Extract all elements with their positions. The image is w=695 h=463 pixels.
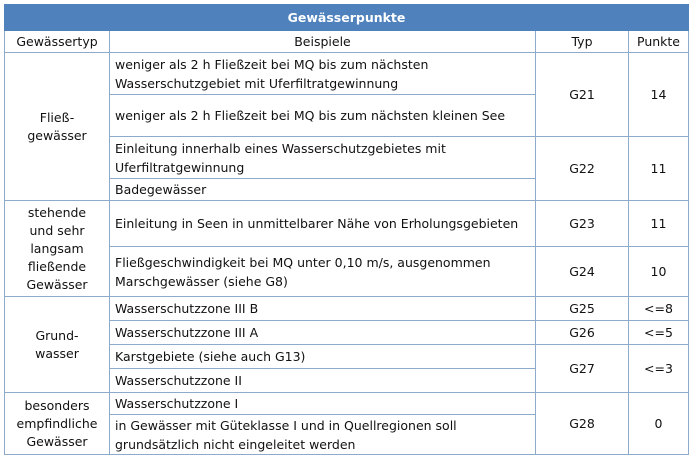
- table-title: Gewässerpunkte: [5, 5, 689, 31]
- group-type-cell: besonders empfindliche Gewässer: [5, 393, 110, 455]
- points-cell: 14: [629, 53, 689, 137]
- gewaesserpunkte-table: [4, 4, 689, 455]
- code-cell: G26: [536, 321, 629, 345]
- example-cell: Wasserschutzzone I: [110, 393, 536, 415]
- group-type-cell: stehende und sehr langsam fließende Gewässer: [5, 201, 110, 297]
- example-cell: Karstgebiete (siehe auch G13): [110, 345, 536, 369]
- points-cell: 0: [629, 393, 689, 455]
- points-cell: <=3: [629, 345, 689, 393]
- group-type-cell: Grund- wasser: [5, 297, 110, 393]
- example-cell: in Gewässer mit Güteklasse I und in Quellregionen soll grundsätzlich nicht eingeleitet werden: [110, 415, 536, 455]
- code-cell: G24: [536, 247, 629, 297]
- points-cell: 10: [629, 247, 689, 297]
- points-cell: <=5: [629, 321, 689, 345]
- code-cell: G21: [536, 53, 629, 137]
- example-cell: Einleitung innerhalb eines Wasserschutzgebietes mit Uferfiltratgewinnung: [110, 137, 536, 179]
- example-cell: Wasserschutzzone III A: [110, 321, 536, 345]
- code-cell: G22: [536, 137, 629, 201]
- example-cell: weniger als 2 h Fließzeit bei MQ bis zum nächsten Wasserschutzgebiet mit Uferfiltratgewinnung: [110, 53, 536, 95]
- code-cell: G23: [536, 201, 629, 247]
- group-type-cell: Fließ- gewässer: [5, 53, 110, 201]
- code-cell: G28: [536, 393, 629, 455]
- example-cell: Wasserschutzzone II: [110, 369, 536, 393]
- example-cell: Wasserschutzzone III B: [110, 297, 536, 321]
- points-cell: 11: [629, 201, 689, 247]
- code-cell: G27: [536, 345, 629, 393]
- code-cell: G25: [536, 297, 629, 321]
- example-cell: Einleitung in Seen in unmittelbarer Nähe von Erholungsgebieten: [110, 201, 536, 247]
- example-cell: Badegewässer: [110, 179, 536, 201]
- points-cell: 11: [629, 137, 689, 201]
- header-points: Punkte: [629, 31, 689, 53]
- header-type: Gewässertyp: [5, 31, 110, 53]
- example-cell: weniger als 2 h Fließzeit bei MQ bis zum nächsten kleinen See: [110, 95, 536, 137]
- header-code: Typ: [536, 31, 629, 53]
- header-examples: Beispiele: [110, 31, 536, 53]
- example-cell: Fließgeschwindigkeit bei MQ unter 0,10 m/s, ausgenommen Marschgewässer (siehe G8): [110, 247, 536, 297]
- points-cell: <=8: [629, 297, 689, 321]
